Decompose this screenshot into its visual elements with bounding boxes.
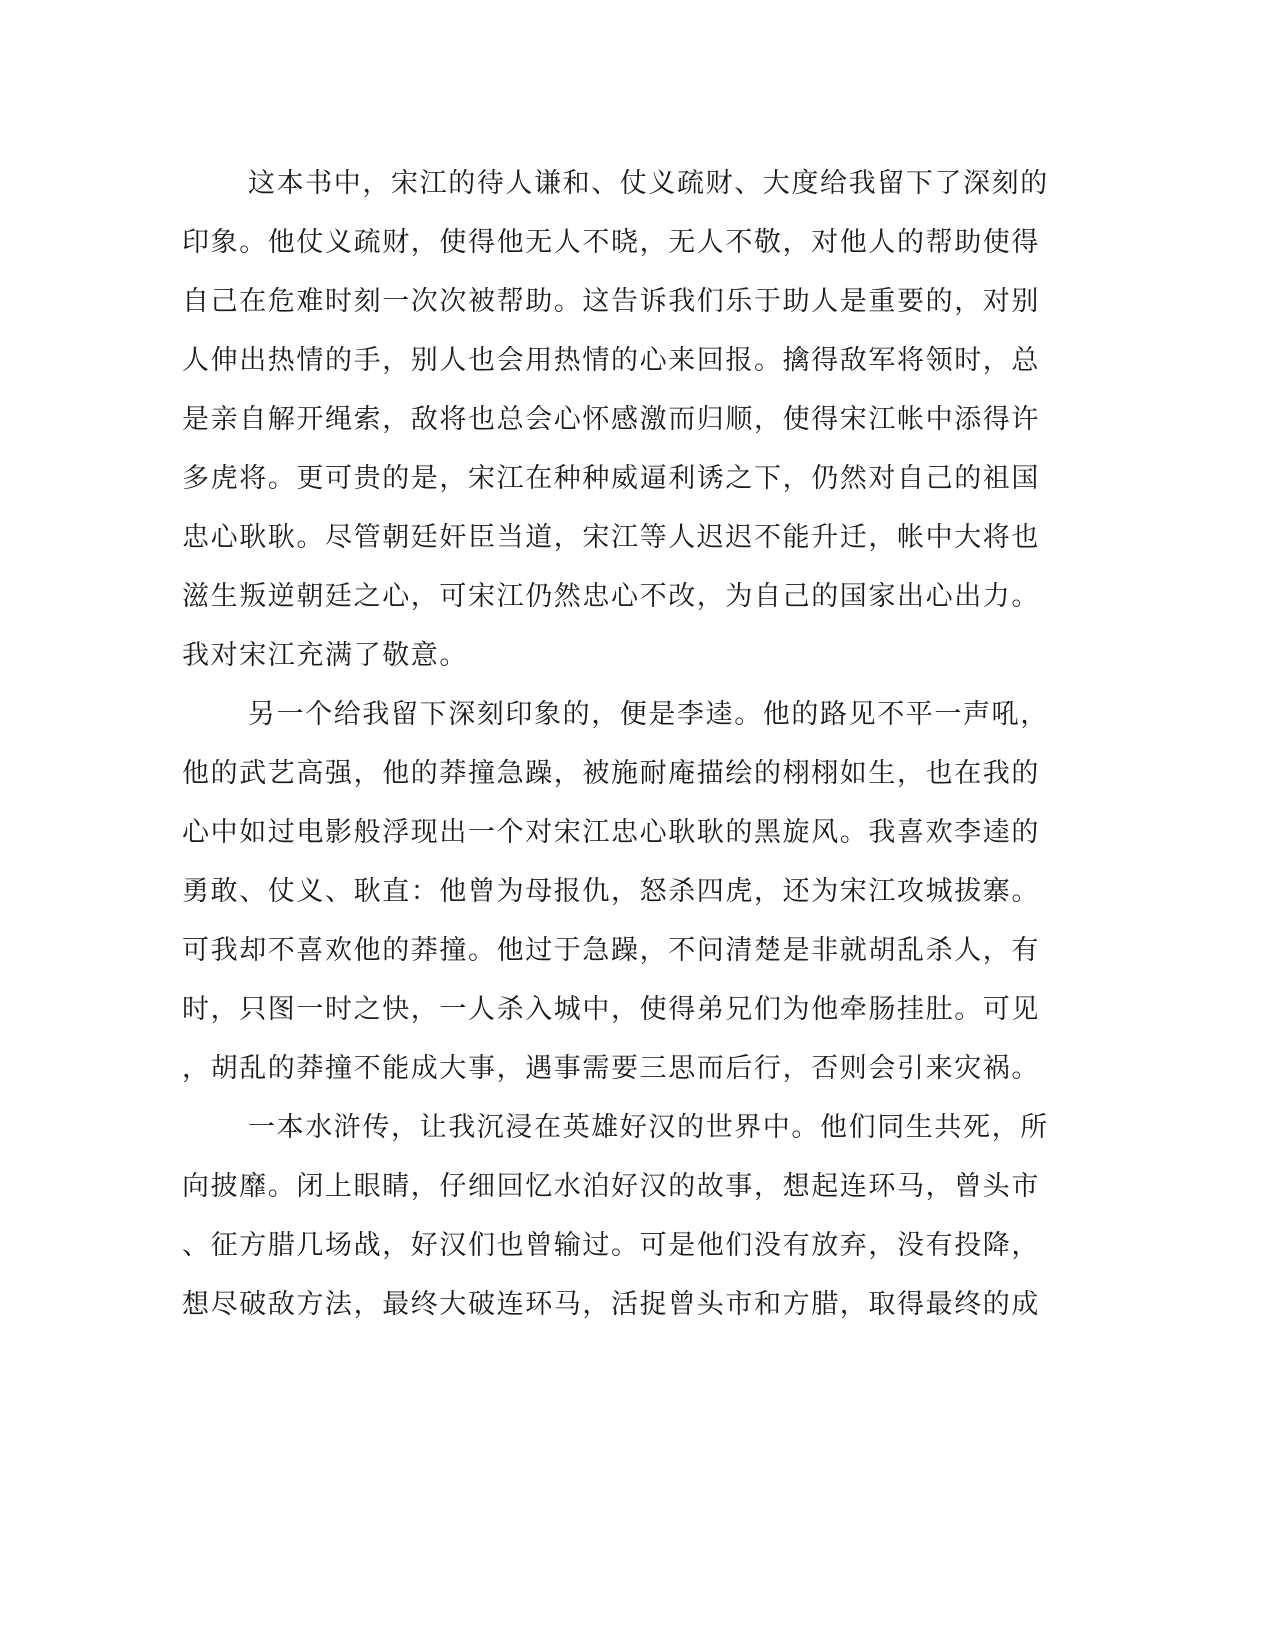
paragraph-3 — [182, 1098, 1052, 1334]
text-line: 他的武艺高强，他的莽撞急躁，被施耐庵描绘的栩栩如生，也在我的 — [182, 758, 1040, 789]
text-line: 向披靡。闭上眼睛，仔细回忆水泊好汉的故事，想起连环马，曾头市 — [182, 1171, 1040, 1202]
body-text — [182, 154, 1052, 1334]
text-line: 是亲自解开绳索，敌将也总会心怀感激而归顺，使得宋江帐中添得许 — [182, 404, 1040, 435]
text-line: 、征方腊几场战，好汉们也曾输过。可是他们没有放弃，没有投降， — [182, 1230, 1040, 1261]
text-line: 这本书中，宋江的待人谦和、仗义疏财、大度给我留下了深刻的 — [248, 168, 1049, 199]
text-line: 另一个给我留下深刻印象的，便是李逵。他的路见不平一声吼， — [248, 699, 1049, 730]
text-line: 一本水浒传，让我沉浸在英雄好汉的世界中。他们同生共死，所 — [248, 1112, 1049, 1143]
text-line: 多虎将。更可贵的是，宋江在种种威逼利诱之下，仍然对自己的祖国 — [182, 463, 1040, 494]
text-line: 我对宋江充满了敬意。 — [182, 640, 468, 671]
text-line: 可我却不喜欢他的莽撞。他过于急躁，不问清楚是非就胡乱杀人，有 — [182, 935, 1040, 966]
text-line: 印象。他仗义疏财，使得他无人不晓，无人不敬，对他人的帮助使得 — [182, 227, 1040, 258]
text-line: 自己在危难时刻一次次被帮助。这告诉我们乐于助人是重要的，对别 — [182, 286, 1040, 317]
text-line: 勇敢、仗义、耿直：他曾为母报仇，怒杀四虎，还为宋江攻城拔寨。 — [182, 876, 1040, 907]
text-line: ，胡乱的莽撞不能成大事，遇事需要三思而后行，否则会引来灾祸。 — [182, 1053, 1040, 1084]
paragraph-2 — [182, 685, 1052, 1098]
text-line: 想尽破敌方法，最终大破连环马，活捉曾头市和方腊，取得最终的成 — [182, 1289, 1040, 1320]
text-line: 滋生叛逆朝廷之心，可宋江仍然忠心不改，为自己的国家出心出力。 — [182, 581, 1040, 612]
paragraph-1 — [182, 154, 1052, 685]
text-line: 心中如过电影般浮现出一个对宋江忠心耿耿的黑旋风。我喜欢李逵的 — [182, 817, 1040, 848]
text-line: 时，只图一时之快，一人杀入城中，使得弟兄们为他牵肠挂肚。可见 — [182, 994, 1040, 1025]
text-line: 人伸出热情的手，别人也会用热情的心来回报。擒得敌军将领时，总 — [182, 345, 1040, 376]
text-line: 忠心耿耿。尽管朝廷奸臣当道，宋江等人迟迟不能升迁，帐中大将也 — [182, 522, 1040, 553]
